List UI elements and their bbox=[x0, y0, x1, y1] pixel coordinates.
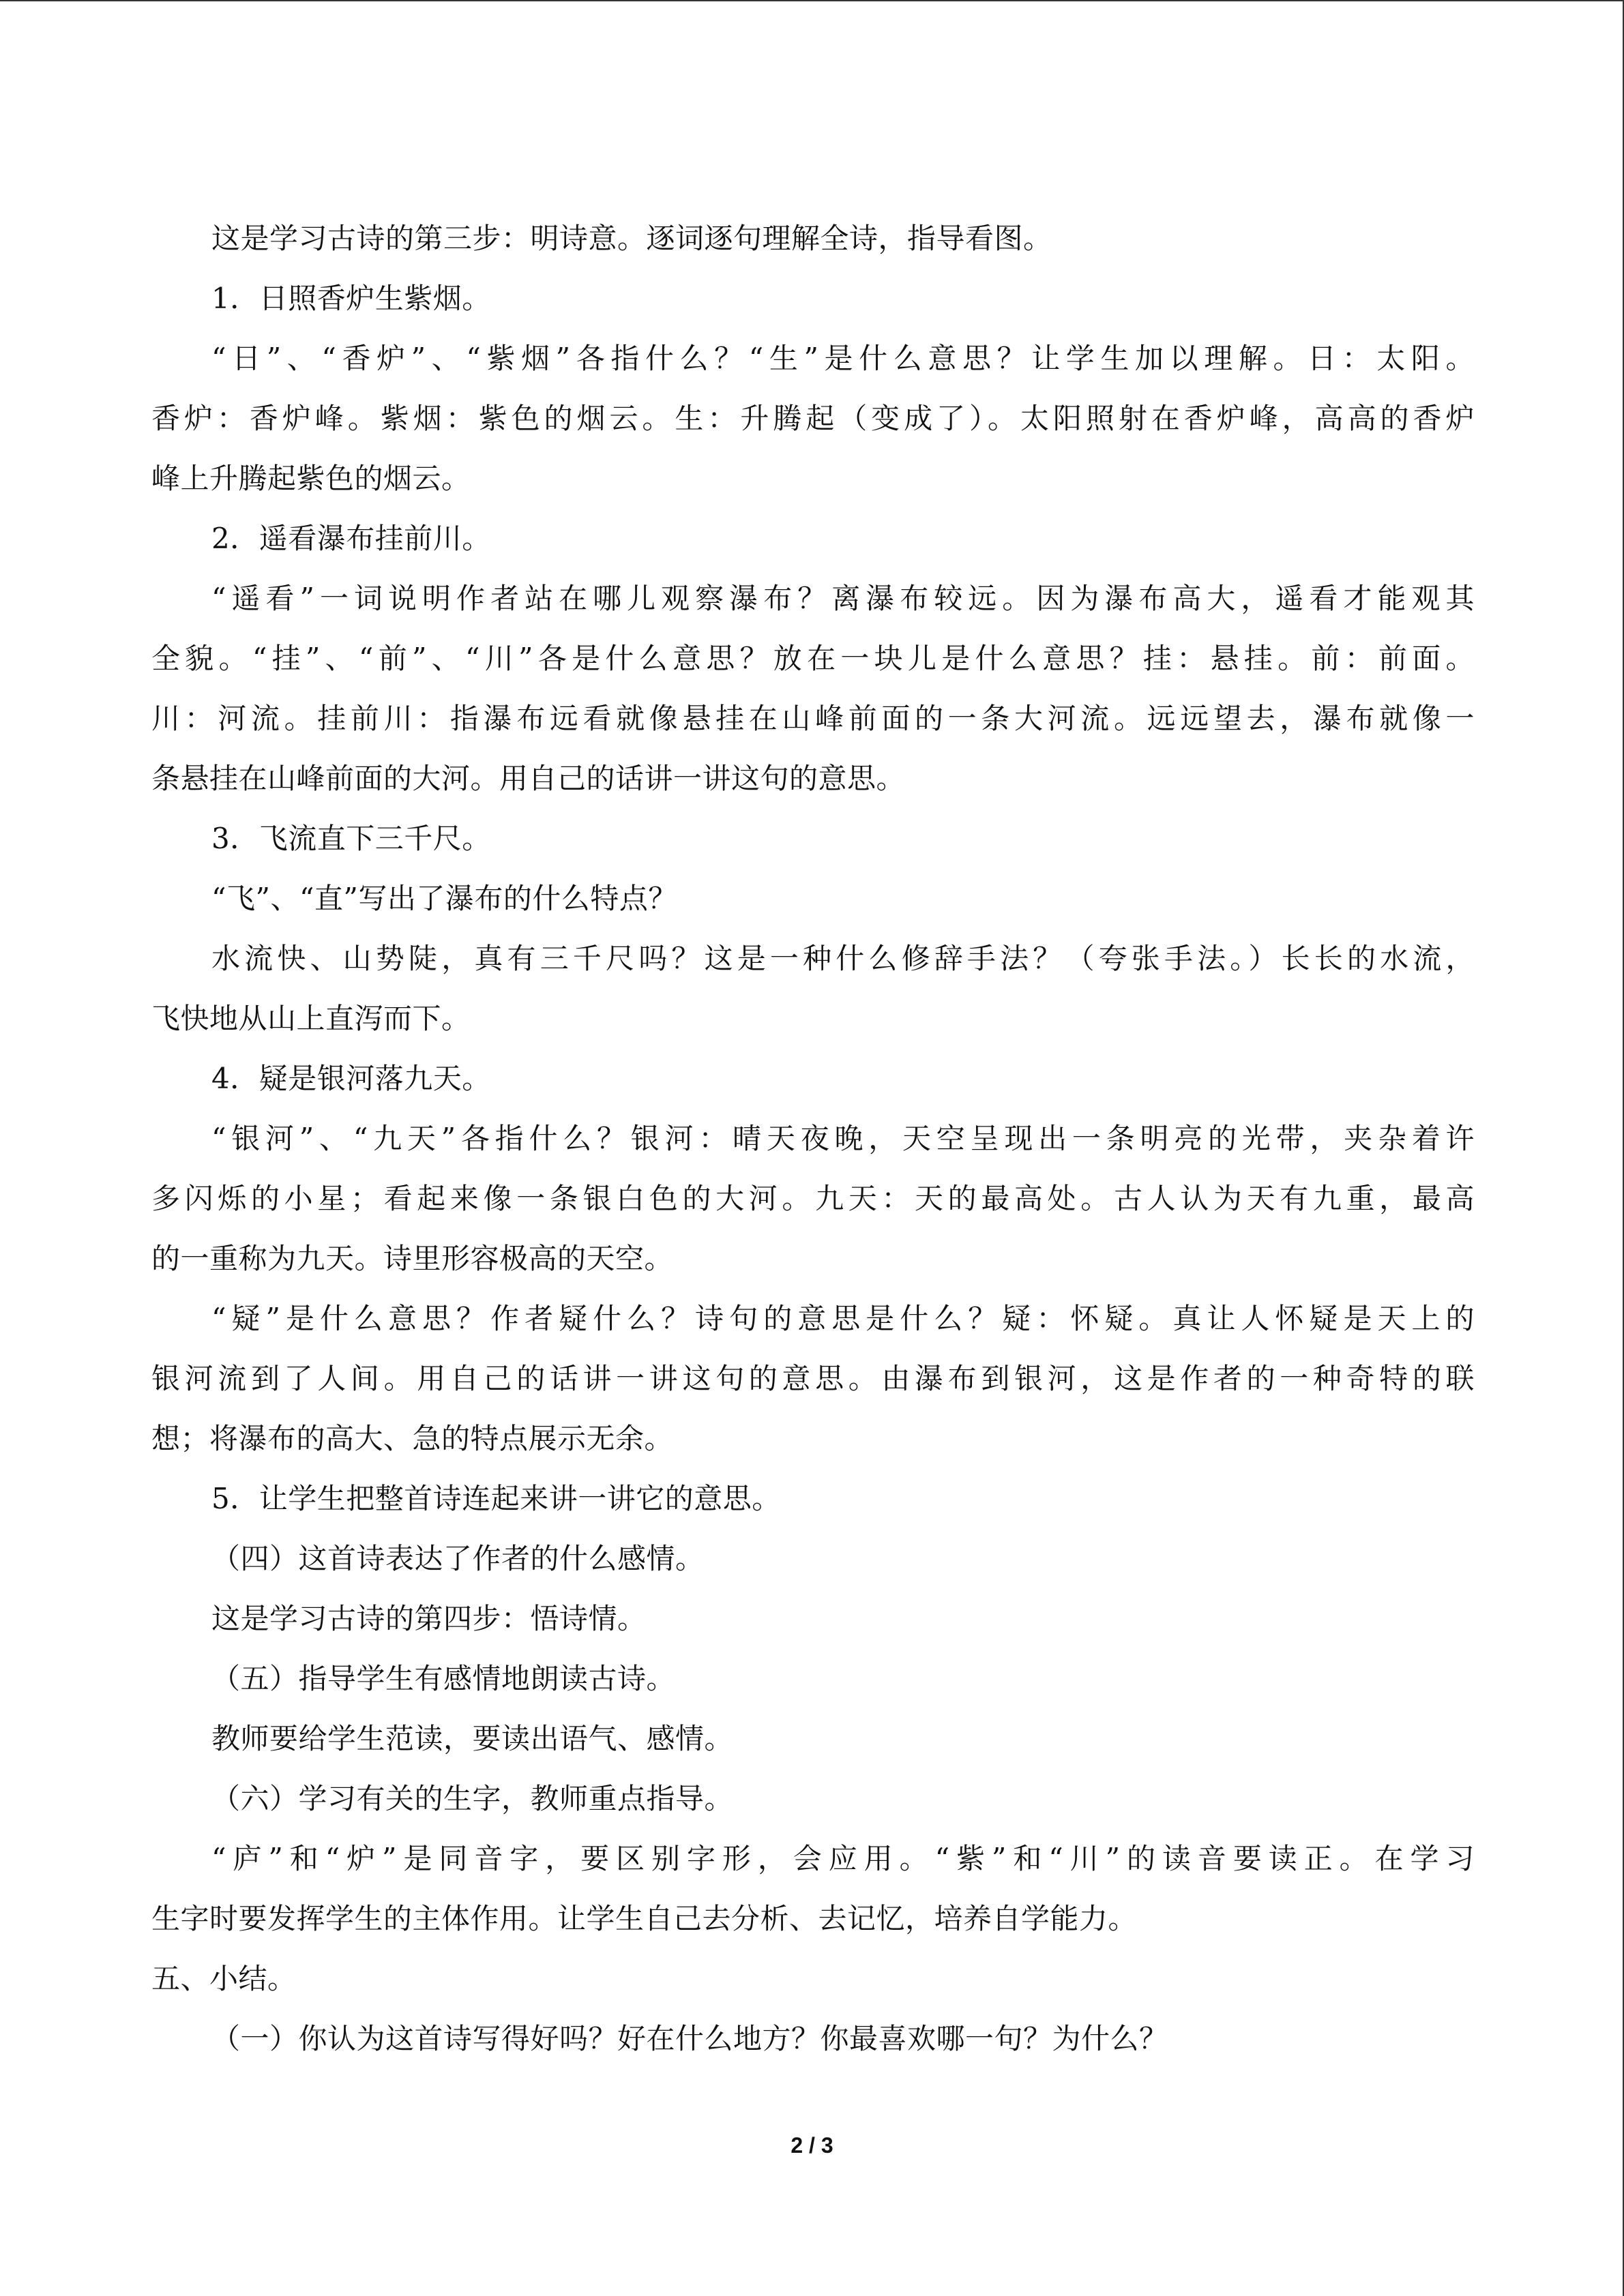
paragraph-line: 条悬挂在山峰前面的大河。用自己的话讲一讲这句的意思。 bbox=[151, 762, 906, 795]
section-heading: 2．遥看瀑布挂前川。 bbox=[211, 522, 491, 555]
paragraph-line: （一）你认为这首诗写得好吗？好在什么地方？你最喜欢哪一句？为什么？ bbox=[211, 2022, 1168, 2055]
paragraph-line: 教师要给学生范读，要读出语气、感情。 bbox=[211, 1722, 734, 1755]
paragraph-line: “遥看”一词说明作者站在哪儿观察瀑布？离瀑布较远。因为瀑布高大，遥看才能观其 bbox=[211, 582, 1475, 615]
section-heading: （四）这首诗表达了作者的什么感情。 bbox=[211, 1542, 705, 1575]
paragraph-line: 川：河流。挂前川：指瀑布远看就像悬挂在山峰前面的一条大河流。远远望去，瀑布就像一 bbox=[151, 702, 1475, 735]
section-heading: 五、小结。 bbox=[151, 1962, 297, 1995]
paragraph-line: 水流快、山势陡，真有三千尺吗？这是一种什么修辞手法？（夸张手法。）长长的水流， bbox=[211, 942, 1475, 975]
paragraph-line: 的一重称为九天。诗里形容极高的天空。 bbox=[151, 1242, 674, 1275]
paragraph-line: 飞快地从山上直泻而下。 bbox=[151, 1002, 471, 1035]
section-heading: （五）指导学生有感情地朗读古诗。 bbox=[211, 1662, 676, 1695]
paragraph-line: 全貌。“挂”、“前”、“川”各是什么意思？放在一块儿是什么意思？挂：悬挂。前：前面。 bbox=[151, 642, 1475, 675]
page-number: 2 / 3 bbox=[791, 2133, 833, 2158]
paragraph-line: “飞”、“直”写出了瀑布的什么特点？ bbox=[211, 882, 677, 915]
document-body bbox=[151, 209, 1475, 2069]
section-heading: 1．日照香炉生紫烟。 bbox=[211, 282, 491, 315]
paragraph-line: 银河流到了人间。用自己的话讲一讲这句的意思。由瀑布到银河，这是作者的一种奇特的联 bbox=[151, 1362, 1475, 1395]
paragraph-line: “庐”和“炉”是同音字，要区别字形，会应用。“紫”和“川”的读音要读正。在学习 bbox=[211, 1842, 1475, 1875]
paragraph-line: 多闪烁的小星；看起来像一条银白色的大河。九天：天的最高处。古人认为天有九重，最高 bbox=[151, 1182, 1475, 1215]
paragraph-line: 这是学习古诗的第三步：明诗意。逐词逐句理解全诗，指导看图。 bbox=[211, 222, 1052, 255]
paragraph-line: 生字时要发挥学生的主体作用。让学生自己去分析、去记忆，培养自学能力。 bbox=[151, 1902, 1138, 1935]
section-heading: （六）学习有关的生字，教师重点指导。 bbox=[211, 1782, 734, 1815]
section-heading: 4．疑是银河落九天。 bbox=[211, 1062, 491, 1095]
paragraph-line: 这是学习古诗的第四步：悟诗情。 bbox=[211, 1602, 647, 1635]
paragraph-line: “疑”是什么意思？作者疑什么？诗句的意思是什么？疑：怀疑。真让人怀疑是天上的 bbox=[211, 1302, 1475, 1335]
section-heading: 3．飞流直下三千尺。 bbox=[211, 822, 491, 855]
paragraph-line: “银河”、“九天”各指什么？银河：晴天夜晚，天空呈现出一条明亮的光带，夹杂着许 bbox=[211, 1122, 1475, 1155]
paragraph-line: 香炉：香炉峰。紫烟：紫色的烟云。生：升腾起（变成了）。太阳照射在香炉峰，高高的香炉 bbox=[151, 402, 1475, 435]
paragraph-line: “日”、“香炉”、“紫烟”各指什么？“生”是什么意思？让学生加以理解。日：太阳。 bbox=[211, 342, 1475, 375]
paragraph-line: 峰上升腾起紫色的烟云。 bbox=[151, 462, 471, 495]
section-heading: 5．让学生把整首诗连起来讲一讲它的意思。 bbox=[211, 1482, 781, 1515]
paragraph-line: 想；将瀑布的高大、急的特点展示无余。 bbox=[151, 1422, 674, 1455]
